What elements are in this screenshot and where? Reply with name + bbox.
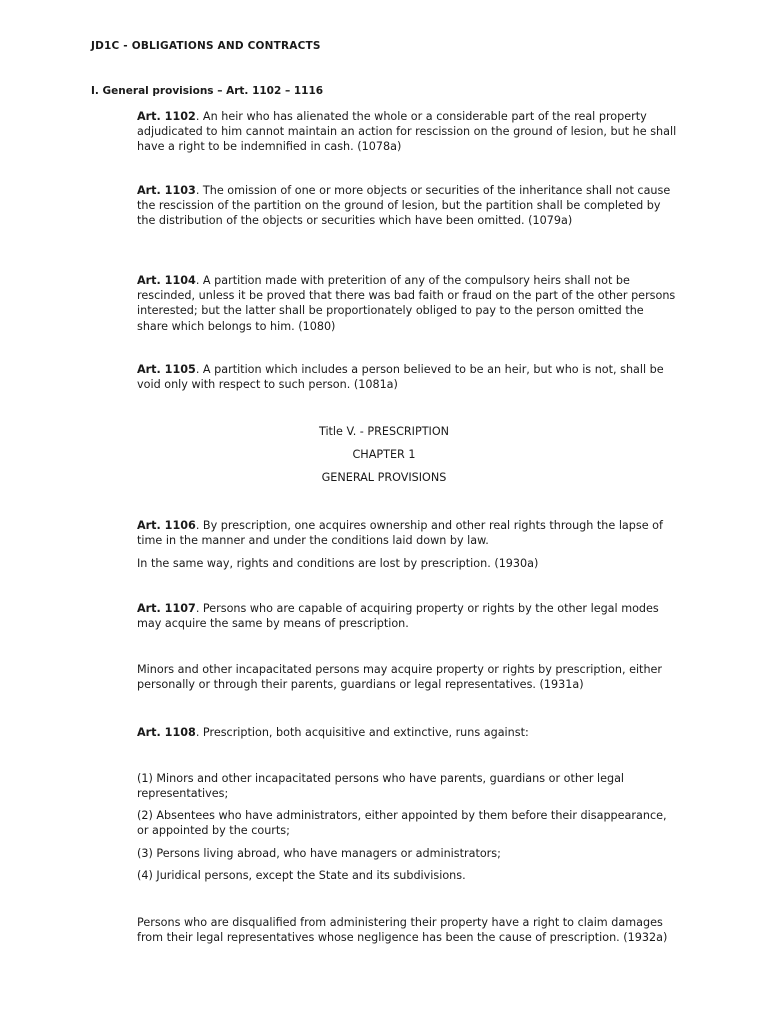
- article-number: Art. 1104: [137, 274, 196, 287]
- chapter-heading: CHAPTER 1: [352, 448, 416, 461]
- section-heading: I. General provisions – Art. 1102 – 1116: [91, 85, 324, 97]
- list-item: (3) Persons living abroad, who have managers or administrators;: [137, 847, 501, 860]
- article-text: . Persons who are capable of acquiring property or rights by the other legal modes may acquire the same by means of prescription.: [137, 602, 659, 631]
- article-text: . By prescription, one acquires ownership and other real rights through the lapse of time in the manner and under the conditions laid down by law.: [137, 519, 663, 548]
- paragraph-1108-b: Persons who are disqualified from administering their property have a right to claim damages from their legal representatives whose negligence has been the cause of prescription. (1932a): [137, 916, 668, 945]
- article-1106: [137, 518, 677, 548]
- list-item: (2) Absentees who have administrators, either appointed by them before their disappearance, or appointed by the courts;: [137, 809, 667, 838]
- title-heading: Title V. - PRESCRIPTION: [318, 425, 450, 438]
- article-text: . The omission of one or more objects or securities of the inheritance shall not cause the rescission of the partition on the ground of lesion, but the partition shall be completed by the distribution of the objects or securities which have been omitted. (1079a): [137, 184, 671, 228]
- article-number: Art. 1108: [137, 726, 196, 739]
- article-1108: [137, 725, 677, 740]
- article-number: Art. 1102: [137, 110, 196, 123]
- list-item: (1) Minors and other incapacitated persons who have parents, guardians or other legal representatives;: [137, 772, 625, 801]
- article-1102: [137, 109, 677, 155]
- article-number: Art. 1105: [137, 363, 196, 376]
- article-1103: [137, 183, 677, 229]
- article-text: . An heir who has alienated the whole or a considerable part of the real property adjudicated to him cannot maintain an action for rescission on the ground of lesion, but he shall have a right to be indemnified in cash. (1078a): [137, 110, 677, 154]
- document-title: JD1C - OBLIGATIONS AND CONTRACTS: [91, 40, 321, 52]
- article-number: Art. 1103: [137, 184, 196, 197]
- article-1107: [137, 601, 677, 631]
- article-text: . A partition made with preterition of any of the compulsory heirs shall not be rescinded, unless it be proved that there was bad faith or fraud on the part of the other persons interested; but the latter shall be proportionately obliged to pay to the person omitted the share which belongs to him. (1080): [137, 274, 676, 333]
- paragraph-1106-b: In the same way, rights and conditions are lost by prescription. (1930a): [137, 557, 539, 570]
- article-text: . A partition which includes a person believed to be an heir, but who is not, shall be void only with respect to such person. (1081a): [137, 363, 664, 392]
- article-1104: [137, 273, 677, 334]
- chapter-subtitle: GENERAL PROVISIONS: [321, 471, 447, 484]
- article-text: . Prescription, both acquisitive and extinctive, runs against:: [195, 726, 529, 739]
- article-number: Art. 1106: [137, 519, 196, 532]
- paragraph-1107-b: Minors and other incapacitated persons may acquire property or rights by prescription, either personally or through their parents, guardians or legal representatives. (1931a): [137, 663, 663, 692]
- article-number: Art. 1107: [137, 602, 196, 615]
- list-item: (4) Juridical persons, except the State and its subdivisions.: [137, 869, 466, 882]
- article-1105: [137, 362, 677, 392]
